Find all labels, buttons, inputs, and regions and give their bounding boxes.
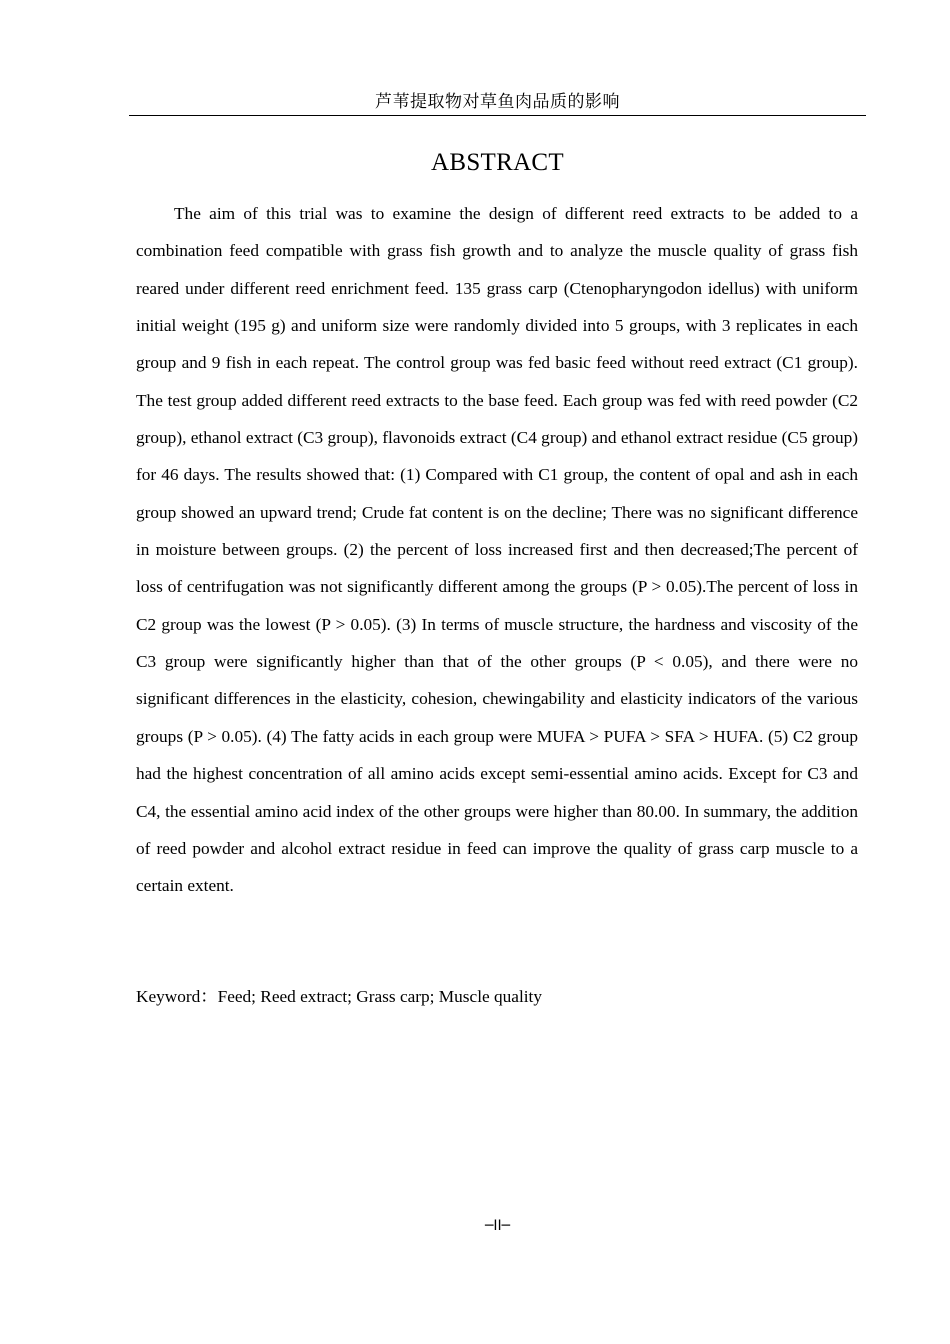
running-header-title: 芦苇提取物对草鱼肉品质的影响 [375,92,620,112]
header-divider [129,115,866,116]
keywords-label: Keyword： [136,987,218,1006]
keywords-line [136,978,858,1015]
abstract-heading: ABSTRACT [431,149,564,176]
abstract-paragraph: The aim of this trial was to examine the design of different reed extracts to be added to a combination feed compatible with grass fish growth and to analyze the muscle quality of grass fish reared under different reed enrichment feed. 135 grass carp (Ctenopharyngodon idellus) with uniform initial weight (195 g) and uniform size were randomly divided into 5 groups, with 3 replicates in each group and 9 fish in each repeat. The control group was fed basic feed without reed extract (C1 group). The test group added different reed extracts to the base feed. Each group was fed with reed powder (C2 group), ethanol extract (C3 group), flavonoids extract (C4 group) and ethanol extract residue (C5 group) for 46 days. The results showed that: (1) Compared with C1 group, the content of opal and ash in each group showed an upward trend; Crude fat content is on the decline; There was no significant difference in moisture between groups. (2) the percent of loss increased first and then decreased;The percent of loss of centrifugation was not significantly different among the groups (P > 0.05).The percent of loss in C2 group was the lowest (P > 0.05). (3) In terms of muscle structure, the hardness and viscosity of the C3 group were significantly higher than that of the other groups (P < 0.05), and there were no significant differences in the elasticity, cohesion, chewingability and elasticity indicators of the various groups (P > 0.05). (4) The fatty acids in each group were MUFA > PUFA > SFA > HUFA. (5) C2 group had the highest concentration of all amino acids except semi-essential amino acids. Except for C3 and C4, the essential amino acid index of the other groups were higher than 80.00. In summary, the addition of reed powder and alcohol extract residue in feed can improve the quality of grass carp muscle to a certain extent. [136,204,858,896]
keywords-text: Feed; Reed extract; Grass carp; Muscle quality [217,987,542,1006]
page-number: ─II─ [484,1218,511,1234]
